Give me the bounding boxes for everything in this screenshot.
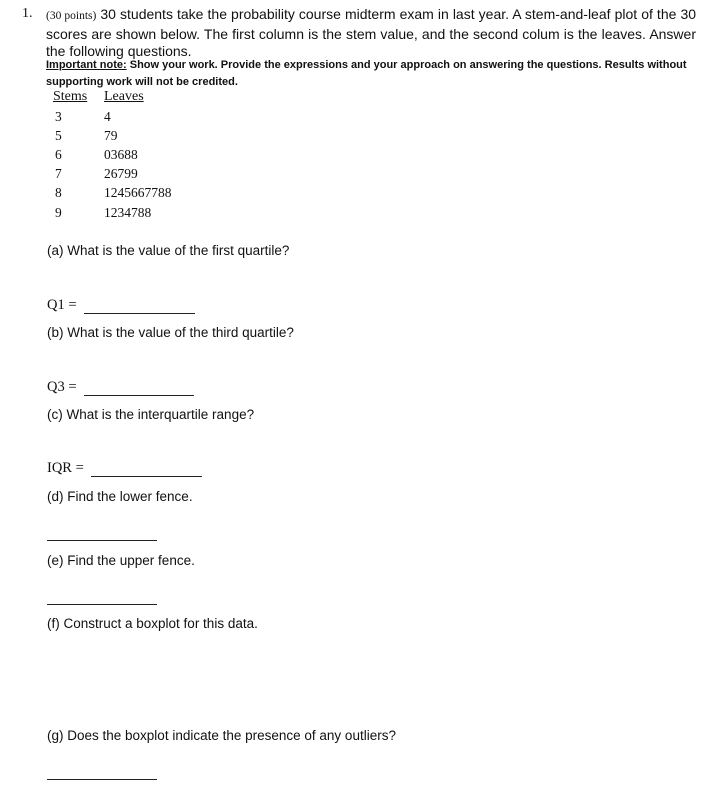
intro-text: 30 students take the probability course midterm exam in last year. A stem-and-leaf plot of the 30 scores are shown below. The first column is the stem value, and the second colum is the leaves. Answer the following questions. [46, 6, 697, 59]
question-d: (d) Find the lower fence. [47, 489, 193, 504]
question-c: (c) What is the interquartile range? [47, 407, 255, 422]
stem-cell: 5 [55, 128, 62, 143]
leaves-cell: 26799 [104, 166, 138, 181]
question-f: (f) Construct a boxplot for this data. [47, 616, 258, 631]
iqr-label: IQR = [47, 460, 84, 476]
question-number: 1. [22, 6, 33, 21]
lower-fence-answer-blank[interactable] [47, 540, 157, 541]
note-text: Show your work. Provide the expressions and your approach on answering the questions. Results without supporting work will not be credited. [46, 59, 687, 88]
stem-cell: 8 [55, 185, 62, 200]
question-e: (e) Find the upper fence. [47, 553, 195, 568]
leaves-cell: 4 [104, 109, 111, 124]
iqr-answer-blank[interactable] [91, 476, 202, 477]
stems-header: Stems [53, 89, 88, 104]
question-b: (b) What is the value of the third quartile? [47, 325, 294, 340]
upper-fence-answer-blank[interactable] [47, 604, 157, 605]
leaves-cell: 03688 [104, 147, 138, 162]
leaves-cell: 1245667788 [104, 185, 172, 200]
stem-cell: 7 [55, 166, 62, 181]
stem-cell: 9 [55, 205, 62, 220]
q1-label: Q1 = [47, 297, 77, 313]
q1-answer-blank[interactable] [84, 313, 195, 314]
outliers-answer-blank[interactable] [47, 779, 157, 780]
question-a: (a) What is the value of the first quartile? [47, 243, 290, 258]
stem-cell: 6 [55, 147, 62, 162]
leaves-cell: 79 [104, 128, 118, 143]
important-note [46, 57, 696, 91]
question-g: (g) Does the boxplot indicate the presence of any outliers? [47, 728, 396, 743]
note-label: Important note: [46, 59, 127, 71]
q3-answer-blank[interactable] [84, 395, 194, 396]
q3-label: Q3 = [47, 379, 77, 395]
leaves-cell: 1234788 [104, 205, 152, 220]
problem-intro [46, 6, 696, 61]
stem-cell: 3 [55, 109, 62, 124]
points-label: (30 points) [46, 10, 97, 22]
leaves-header: Leaves [104, 89, 144, 104]
